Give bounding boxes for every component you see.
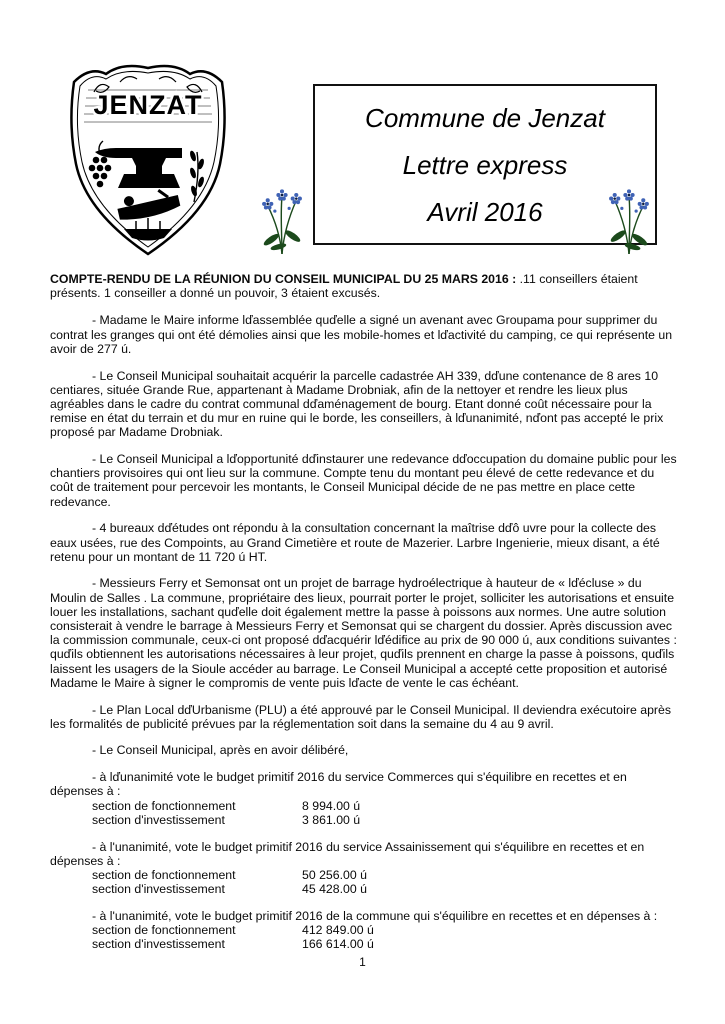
paragraph-groupama: - Madame le Maire informe lďassemblée quďelle a signé un avenant avec Groupama pour supprimer du contrat les granges qui ont été démolies ainsi que les mobile-homes et lďactivité du camping, ce qui représente un avoir de 277 ú. (50, 313, 673, 356)
budget-assainissement-intro: - à l'unanimité, vote le budget primitif 2016 du service Assainissement qui s'équilibre en recettes et en dépenses à : (50, 839, 645, 868)
flower-decoration-right (604, 182, 654, 258)
budget-line-label: section de fonctionnement (92, 867, 236, 882)
title-line-lettre: Lettre express (402, 150, 568, 180)
paragraph-redevance: - Le Conseil Municipal a lďopportunité dďinstaurer une redevance dďoccupation du domaine public pour les chantiers provisoires qui ont lieu sur la commune. Compte tenu du montant peu élevé de cette redevance et du coût de traitement pour percevoir les montants, le Conseil Municipal décide de ne pas mettre en place cette redevance. (50, 452, 677, 509)
budget-line (50, 813, 678, 827)
budget-line (50, 799, 678, 813)
budget-line (50, 937, 678, 951)
budget-line (50, 868, 678, 882)
flower-decoration-left (257, 182, 307, 258)
budget-assainissement (50, 840, 678, 897)
budget-commerces-intro: - à lďunanimité vote le budget primitif 2016 du service Commerces qui s'équilibre en recettes et en dépenses à : (50, 770, 627, 799)
paragraph-plu: - Le Plan Local dďUrbanisme (PLU) a été approuvé par le Conseil Municipal. Il deviendra exécutoire après les formalités de publicité prévues par la réglementation soit dans la semaine du 4 au 9 avril. (50, 702, 671, 731)
paragraph-delibere: - Le Conseil Municipal, après en avoir délibéré, (92, 743, 349, 758)
budget-line-label: section d'investissement (92, 882, 225, 897)
flower-right-svg (604, 182, 654, 258)
crest-svg (64, 60, 232, 260)
intro-rest-text: .11 conseillers étaient présents. 1 conseiller a donné un pouvoir, 3 étaient excusés. (50, 272, 638, 301)
budget-line-amount: 166 614.00 ú (302, 937, 374, 952)
budget-line-label: section d'investissement (92, 937, 225, 952)
budget-line-amount: 3 861.00 ú (302, 812, 361, 827)
budget-line-label: section d'investissement (92, 812, 225, 827)
budget-line-amount: 45 428.00 ú (302, 882, 367, 897)
jenzat-coat-of-arms (64, 60, 232, 265)
budget-line-label: section de fonctionnement (92, 923, 236, 938)
budget-line-amount: 50 256.00 ú (302, 867, 367, 882)
budget-commerces (50, 770, 678, 827)
title-line-date: Avril 2016 (427, 197, 543, 227)
paragraph-parcelle-drobniak: - Le Conseil Municipal souhaitait acquérir la parcelle cadastrée AH 339, dďune contenance de 8 ares 10 centiares, située Grande Rue, appartenant à Madame Drobniak, afin de la nettoyer et rendre les lieux plus agréables dans le cadre du contrat communal dďaménagement de bourg. Etant donné coût nécessaire pour la remise en état du terrain et du mur en ruine qui le borde, les conseillers, à lďunanimité, nďont pas accepté le prix proposé par Madame Drobniak. (50, 368, 664, 440)
title-line-commune: Commune de Jenzat (365, 103, 605, 133)
paragraph-bureaux-etudes: - 4 bureaux dďétudes ont répondu à la consultation concernant la maîtrise dďô uvre pour la collecte des eaux usées, rue des Compoints, au Grand Cimetière et route de Mazerier. Larbre Ingenierie, mieux disant, a été retenu pour un montant de 11 720 ú HT. (50, 521, 660, 564)
budget-commune-intro: - à l'unanimité, vote le budget primitif 2016 de la commune qui s'équilibre en recettes et en dépenses à : (92, 908, 658, 923)
budget-line-amount: 8 994.00 ú (302, 798, 361, 813)
page-number: 1 (359, 955, 366, 969)
budget-line-amount: 412 849.00 ú (302, 923, 374, 938)
intro-bold-heading: COMPTE-RENDU DE LA RÉUNION DU CONSEIL MUNICIPAL DU 25 MARS 2016 : (50, 272, 520, 286)
crest-banner-text: JENZAT (93, 90, 203, 120)
budget-line-label: section de fonctionnement (92, 798, 236, 813)
flower-left-svg (257, 182, 307, 258)
budget-line (50, 923, 678, 937)
budget-commune (50, 909, 678, 952)
paragraph-barrage: - Messieurs Ferry et Semonsat ont un projet de barrage hydroélectrique à hauteur de « lďécluse » du Moulin de Salles . La commune, propriétaire des lieux, pourrait porter le projet, solliciter les autorisations et ensuite louer les installations, sachant quďelle doit également mettre la passe à poissons aux normes. Une autre solution consisterait à vendre le barrage à Messieurs Ferry et Semonsat qui se chargent du dossier. Après discussion avec la commission communale, ceux-ci ont proposé dďacquérir lďédifice au prix de 90 000 ú, aux conditions suivantes : quďils obtiennent les autorisations nécessaires à leur projet, quďils prennent en charge la passe à poissons, quďils laissent les usagers de la Sioule accéder au barrage. Le Conseil Municipal a accepté cette proposition et autorisé Madame le Maire à signer le compromis de vente puis lďacte de vente le cas échéant. (50, 576, 677, 690)
budget-line (50, 882, 678, 896)
document-body (50, 272, 678, 964)
intro-paragraph (50, 272, 678, 300)
